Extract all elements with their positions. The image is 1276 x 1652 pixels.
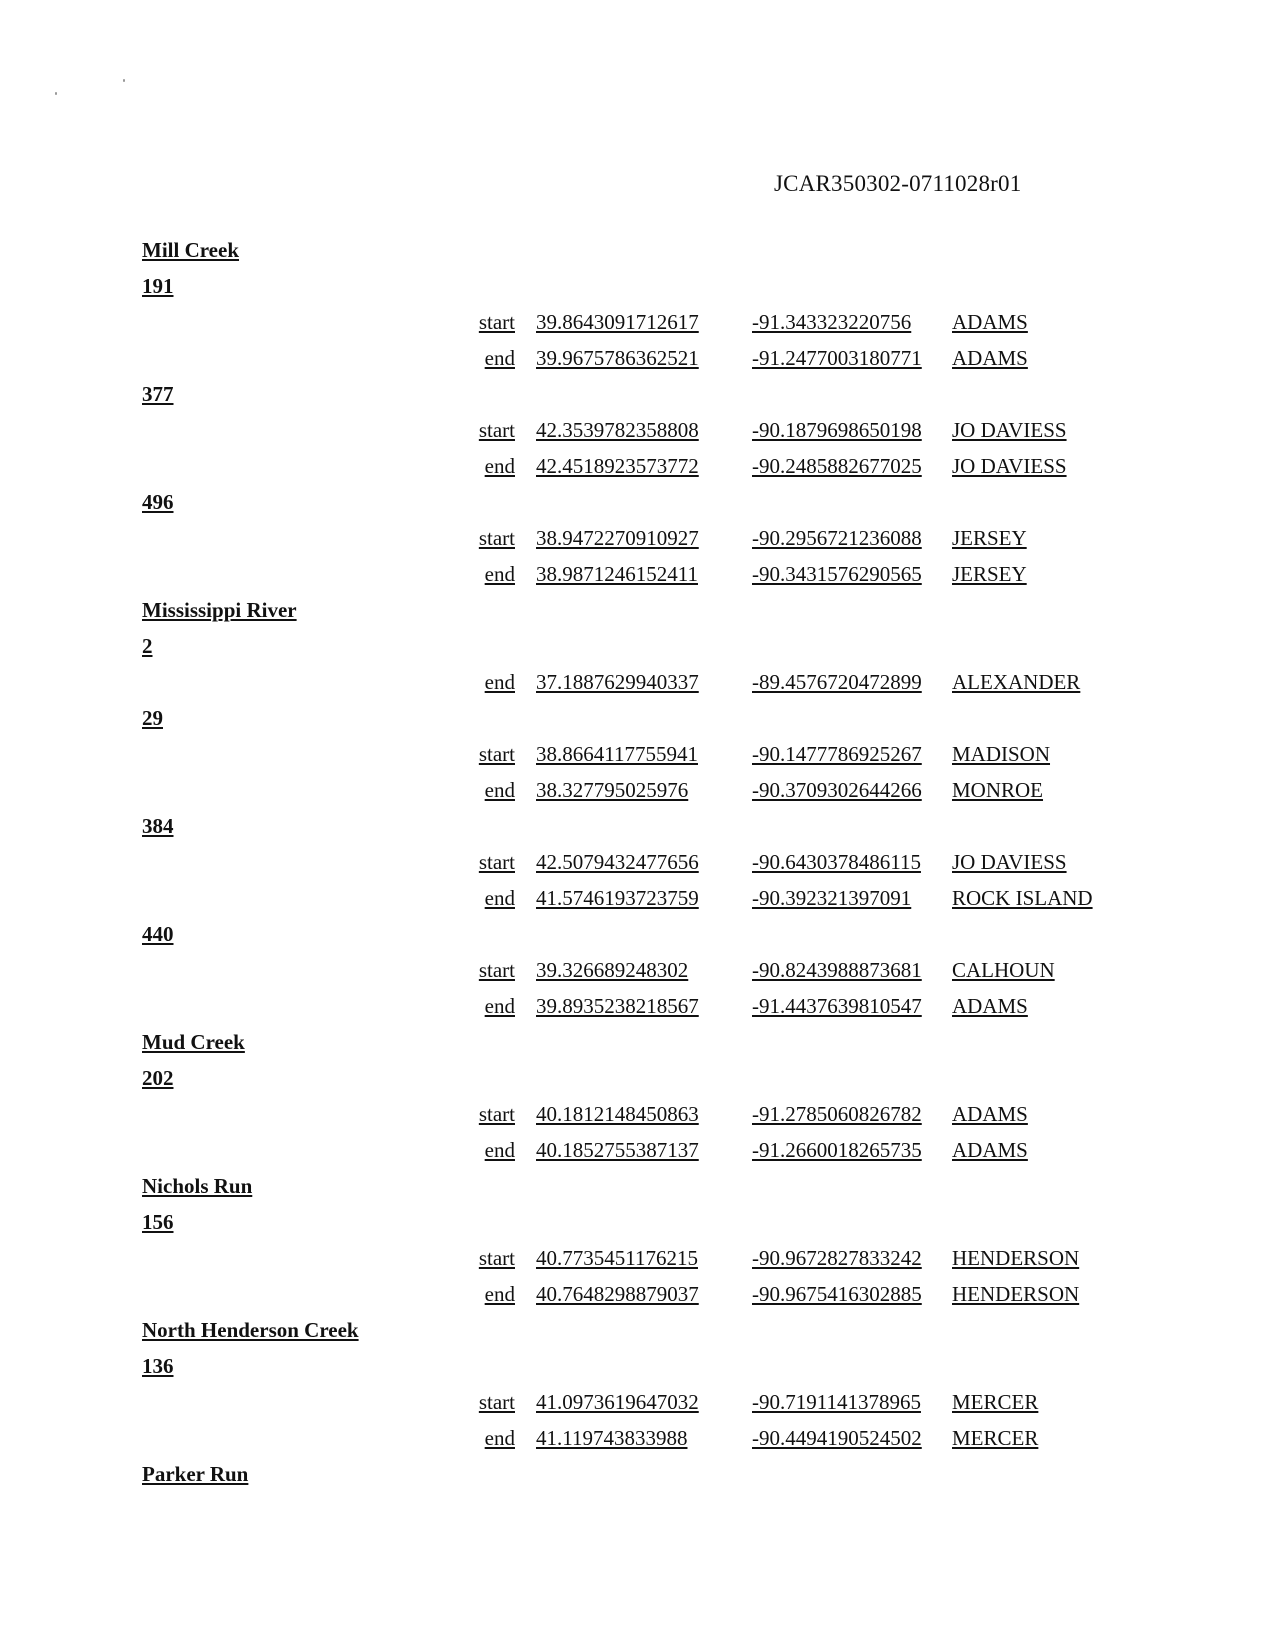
segment-id: 377 bbox=[142, 382, 174, 406]
coordinate-row bbox=[0, 448, 1276, 484]
latitude: 41.119743833988 bbox=[536, 1426, 688, 1450]
latitude: 42.4518923573772 bbox=[536, 454, 699, 478]
point-type: start bbox=[478, 1246, 515, 1270]
latitude: 39.8935238218567 bbox=[536, 994, 699, 1018]
latitude: 40.7648298879037 bbox=[536, 1282, 699, 1306]
coordinate-row bbox=[0, 880, 1276, 916]
point-type: end bbox=[484, 778, 515, 802]
coordinate-row bbox=[0, 340, 1276, 376]
latitude: 40.7735451176215 bbox=[536, 1246, 698, 1270]
latitude: 38.8664117755941 bbox=[536, 742, 698, 766]
scan-speck bbox=[123, 79, 125, 82]
coordinate-row bbox=[0, 844, 1276, 880]
coordinate-row bbox=[0, 772, 1276, 808]
segment-id: 440 bbox=[142, 922, 174, 946]
stream-name: Mud Creek bbox=[142, 1030, 245, 1054]
county: ADAMS bbox=[952, 1102, 1028, 1126]
county: JO DAVIESS bbox=[952, 454, 1067, 478]
latitude: 39.9675786362521 bbox=[536, 346, 699, 370]
latitude: 42.5079432477656 bbox=[536, 850, 699, 874]
longitude: -91.2660018265735 bbox=[752, 1138, 922, 1162]
stream-name: North Henderson Creek bbox=[142, 1318, 359, 1342]
coordinate-row bbox=[0, 1096, 1276, 1132]
county: MADISON bbox=[952, 742, 1051, 766]
county: ADAMS bbox=[952, 310, 1028, 334]
point-type: start bbox=[478, 850, 515, 874]
latitude: 38.327795025976 bbox=[536, 778, 689, 802]
county: ADAMS bbox=[952, 346, 1028, 370]
latitude: 40.1812148450863 bbox=[536, 1102, 699, 1126]
point-type: start bbox=[478, 526, 515, 550]
stream-name: Parker Run bbox=[142, 1462, 249, 1486]
latitude: 38.9871246152411 bbox=[536, 562, 698, 586]
stream-name: Mississippi River bbox=[142, 598, 297, 622]
segment-id: 384 bbox=[142, 814, 174, 838]
coordinate-row bbox=[0, 1384, 1276, 1420]
point-type: end bbox=[484, 994, 515, 1018]
segment-id: 191 bbox=[142, 274, 174, 298]
latitude: 41.0973619647032 bbox=[536, 1390, 699, 1414]
segment-id: 202 bbox=[142, 1066, 174, 1090]
county: JERSEY bbox=[952, 526, 1027, 550]
coordinate-row bbox=[0, 1132, 1276, 1168]
point-type: end bbox=[484, 886, 515, 910]
longitude: -90.9672827833242 bbox=[752, 1246, 922, 1270]
stream-listing bbox=[0, 232, 1276, 1492]
longitude: -91.2785060826782 bbox=[752, 1102, 922, 1126]
point-type: end bbox=[484, 1426, 515, 1450]
longitude: -90.6430378486115 bbox=[752, 850, 921, 874]
longitude: -90.392321397091 bbox=[752, 886, 912, 910]
longitude: -90.2485882677025 bbox=[752, 454, 922, 478]
point-type: end bbox=[484, 1282, 515, 1306]
county: ADAMS bbox=[952, 994, 1028, 1018]
longitude: -90.3431576290565 bbox=[752, 562, 922, 586]
stream-name: Mill Creek bbox=[142, 238, 240, 262]
longitude: -90.9675416302885 bbox=[752, 1282, 922, 1306]
point-type: end bbox=[484, 670, 515, 694]
latitude: 39.8643091712617 bbox=[536, 310, 699, 334]
county: MERCER bbox=[952, 1390, 1039, 1414]
segment-id: 2 bbox=[142, 634, 153, 658]
county: ALEXANDER bbox=[952, 670, 1081, 694]
county: MERCER bbox=[952, 1426, 1039, 1450]
longitude: -90.2956721236088 bbox=[752, 526, 922, 550]
county: JO DAVIESS bbox=[952, 418, 1067, 442]
segment-id: 29 bbox=[142, 706, 163, 730]
longitude: -90.8243988873681 bbox=[752, 958, 922, 982]
point-type: end bbox=[484, 562, 515, 586]
segment-id: 136 bbox=[142, 1354, 174, 1378]
point-type: start bbox=[478, 1102, 515, 1126]
county: HENDERSON bbox=[952, 1282, 1080, 1306]
latitude: 37.1887629940337 bbox=[536, 670, 699, 694]
point-type: end bbox=[484, 1138, 515, 1162]
longitude: -91.2477003180771 bbox=[752, 346, 922, 370]
segment-id: 156 bbox=[142, 1210, 174, 1234]
point-type: end bbox=[484, 454, 515, 478]
coordinate-row bbox=[0, 304, 1276, 340]
longitude: -89.4576720472899 bbox=[752, 670, 922, 694]
latitude: 41.5746193723759 bbox=[536, 886, 699, 910]
latitude: 42.3539782358808 bbox=[536, 418, 699, 442]
coordinate-row bbox=[0, 952, 1276, 988]
coordinate-row bbox=[0, 1420, 1276, 1456]
longitude: -90.7191141378965 bbox=[752, 1390, 921, 1414]
coordinate-row bbox=[0, 412, 1276, 448]
coordinate-row bbox=[0, 556, 1276, 592]
point-type: start bbox=[478, 958, 515, 982]
point-type: start bbox=[478, 1390, 515, 1414]
latitude: 39.326689248302 bbox=[536, 958, 689, 982]
county: JERSEY bbox=[952, 562, 1027, 586]
coordinate-row bbox=[0, 520, 1276, 556]
point-type: start bbox=[478, 310, 515, 334]
county: JO DAVIESS bbox=[952, 850, 1067, 874]
longitude: -91.4437639810547 bbox=[752, 994, 922, 1018]
county: HENDERSON bbox=[952, 1246, 1080, 1270]
county: CALHOUN bbox=[952, 958, 1055, 982]
coordinate-row bbox=[0, 988, 1276, 1024]
longitude: -91.343323220756 bbox=[752, 310, 912, 334]
county: ADAMS bbox=[952, 1138, 1028, 1162]
longitude: -90.1477786925267 bbox=[752, 742, 922, 766]
point-type: end bbox=[484, 346, 515, 370]
longitude: -90.1879698650198 bbox=[752, 418, 922, 442]
coordinate-row bbox=[0, 1276, 1276, 1312]
longitude: -90.3709302644266 bbox=[752, 778, 922, 802]
longitude: -90.4494190524502 bbox=[752, 1426, 922, 1450]
scan-speck bbox=[55, 92, 57, 95]
point-type: start bbox=[478, 418, 515, 442]
stream-name: Nichols Run bbox=[142, 1174, 253, 1198]
document-id: JCAR350302-0711028r01 bbox=[774, 171, 1022, 196]
county: ROCK ISLAND bbox=[952, 886, 1093, 910]
coordinate-row bbox=[0, 736, 1276, 772]
county: MONROE bbox=[952, 778, 1044, 802]
latitude: 38.9472270910927 bbox=[536, 526, 699, 550]
segment-id: 496 bbox=[142, 490, 174, 514]
coordinate-row bbox=[0, 664, 1276, 700]
latitude: 40.1852755387137 bbox=[536, 1138, 699, 1162]
point-type: start bbox=[478, 742, 515, 766]
coordinate-row bbox=[0, 1240, 1276, 1276]
